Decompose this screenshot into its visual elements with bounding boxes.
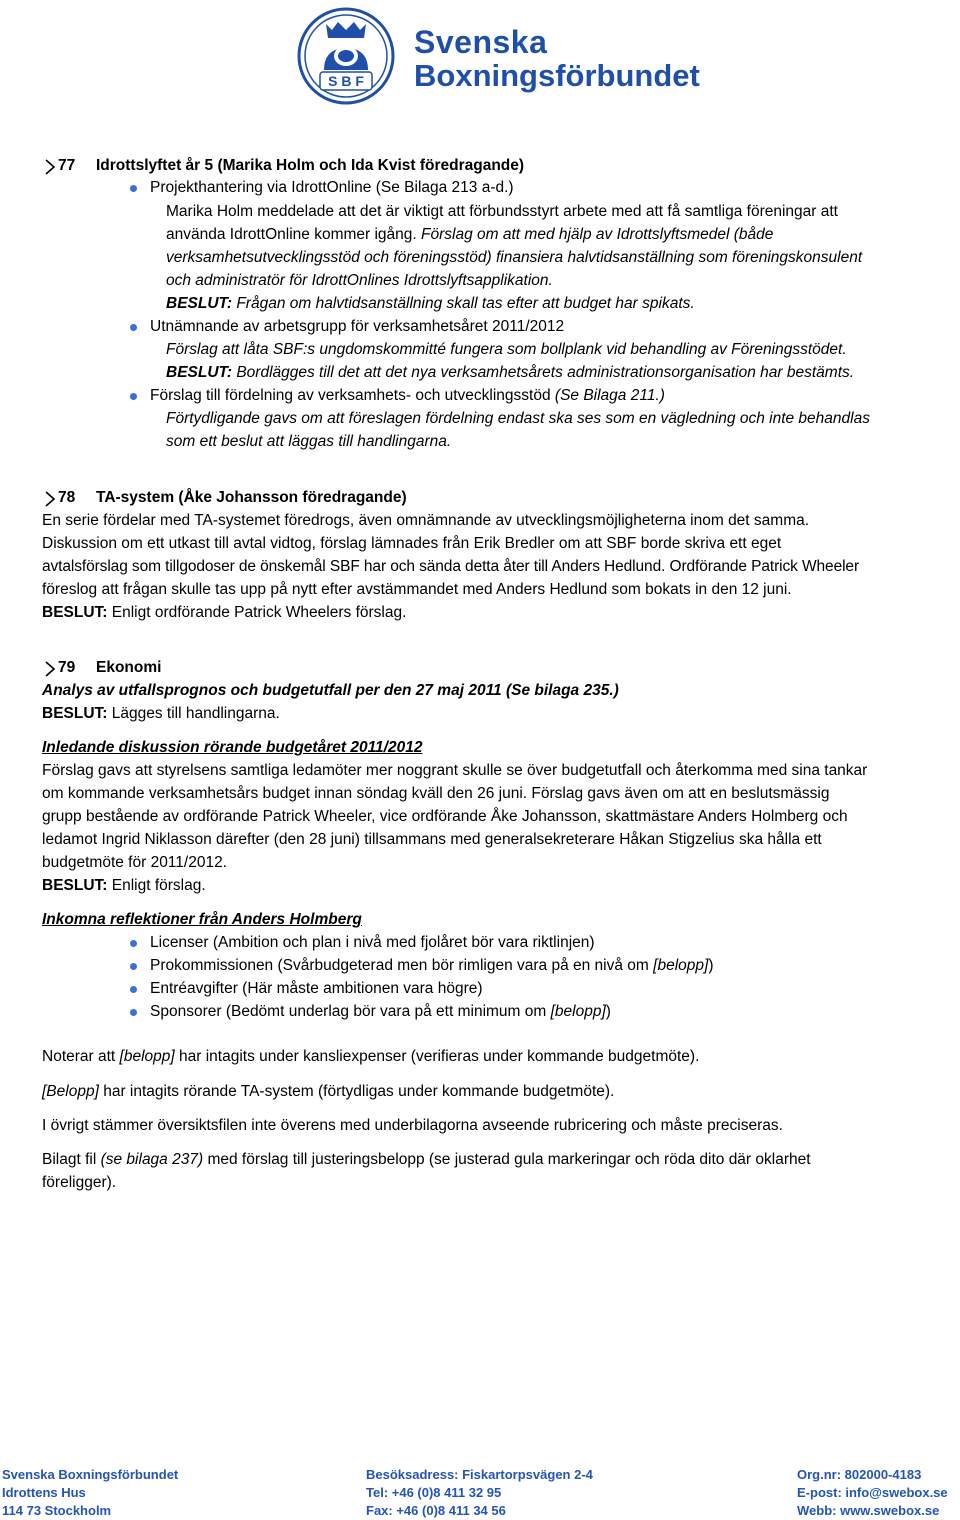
s79-inled-beslut: BESLUT: Enligt förslag. xyxy=(42,877,206,894)
s78-line-2: Diskussion om ett utkast till avtal vidtog, förslag lämnades från Erik Bredler om att SBF borde skriva ett eget xyxy=(42,535,782,552)
bullet-icon xyxy=(130,940,137,947)
emblem-letters: S B F xyxy=(328,73,364,89)
s79-inled-line-5: budgetmöte för 2011/2012. xyxy=(42,854,227,871)
footer-col-2 xyxy=(366,1466,593,1520)
s77-item-1: Projekthantering via IdrottOnline (Se Bilaga 213 a-d.) xyxy=(150,179,514,196)
footer-website[interactable]: Webb: www.swebox.se xyxy=(797,1503,940,1518)
s77-item-1-line2: Marika Holm meddelade att det är viktigt att förbundsstyrt arbete med att få samtliga föreningar att xyxy=(166,203,838,220)
s77-item-1-line5: och administratör för IdrottOnlines Idrottslyftsapplikation. xyxy=(166,272,553,289)
s79-analys-beslut: BESLUT: Lägges till handlingarna. xyxy=(42,705,280,722)
s77-item-3-line2: Förtydligande gavs om att föreslagen fördelning endast ska ses som en vägledning och inte behandlas xyxy=(166,410,870,427)
section-marker-icon xyxy=(44,158,56,176)
refl-item-4: Sponsorer (Bedömt underlag bör vara på ett minimum om [belopp]) xyxy=(150,1003,611,1020)
footer-visit-address: Besöksadress: Fiskartorpsvägen 2-4 xyxy=(366,1467,593,1482)
refl-item-1: Licenser (Ambition och plan i nivå med fjolåret bör vara riktlinjen) xyxy=(150,934,595,951)
footer-phone: Tel: +46 (0)8 411 32 95 xyxy=(366,1485,502,1500)
logo-line-1: Svenska xyxy=(414,24,548,60)
bullet-icon xyxy=(130,986,137,993)
s77-item-2-beslut: BESLUT: Bordlägges till det att det nya verksamhetsårets administrationsorganisation har bestämts. xyxy=(166,364,855,381)
header-logo xyxy=(296,4,700,108)
bullet-icon xyxy=(130,393,137,400)
s77-item-3: Förslag till fördelning av verksamhets- och utvecklingsstöd (Se Bilaga 211.) xyxy=(150,387,665,404)
s79-para-4-line2: föreligger). xyxy=(42,1174,117,1191)
s79-para-1: Noterar att [belopp] har intagits under kansliexpenser (verifieras under kommande budgetmöte). xyxy=(42,1048,700,1065)
s77-item-1-line4: verksamhetsutvecklingsstöd och föreningsstöd) finansiera halvtidsanställning som föreningskonsulent xyxy=(166,249,863,266)
section-79-number: 79 xyxy=(58,659,76,676)
s79-para-3: I övrigt stämmer översiktsfilen inte överens med underbilagorna avseende rubricering och måste preciseras. xyxy=(42,1117,783,1134)
footer-org-nr: Org.nr: 802000-4183 xyxy=(797,1467,922,1482)
s79-para-2: [Belopp] har intagits rörande TA-system (förtydligas under kommande budgetmöte). xyxy=(42,1083,615,1100)
footer-fax: Fax: +46 (0)8 411 34 56 xyxy=(366,1503,506,1518)
bullet-icon xyxy=(130,1009,137,1016)
s79-para-4: Bilagt fil (se bilaga 237) med förslag till justeringsbelopp (se justerad gula markeringar och röda dito där oklarhet xyxy=(42,1151,811,1168)
s77-item-2: Utnämnande av arbetsgrupp för verksamhetsåret 2011/2012 xyxy=(150,318,565,335)
footer-col-1 xyxy=(2,1466,178,1520)
s77-item-3-line3: som ett beslut att läggas till handlingarna. xyxy=(166,433,452,450)
s79-inled-line-2: om kommande verksamhetsårs budget innan söndag kväll den 26 juni. Förslag gavs även om att en beslutsmässig xyxy=(42,785,830,802)
refl-item-2: Prokommissionen (Svårbudgeterad men bör rimligen vara på en nivå om [belopp]) xyxy=(150,957,714,974)
bullet-icon xyxy=(130,324,137,331)
footer-org-name: Svenska Boxningsförbundet xyxy=(2,1467,179,1482)
section-79-title: Ekonomi xyxy=(96,659,162,676)
section-77-title: Idrottslyftet år 5 (Marika Holm och Ida Kvist föredragande) xyxy=(96,157,525,174)
s79-inled-line-4: ledamot Ingrid Niklasson därefter (den 28 juni) tillsammans med generalsekreterare Håkan Stigzelius ska hålla ett xyxy=(42,831,822,848)
footer-building: Idrottens Hus xyxy=(2,1485,86,1500)
section-marker-icon xyxy=(44,490,56,508)
s79-analys-heading: Analys av utfallsprognos och budgetutfall per den 27 maj 2011 (Se bilaga 235.) xyxy=(42,682,619,699)
s77-item-1-line3: använda IdrottOnline kommer igång. Förslag om att med hjälp av Idrottslyftsmedel (både xyxy=(166,226,774,243)
s78-line-3: avtalsförslag som tillgodoser de önskemål SBF har och sända detta åter till Anders Hedlund. Ordförande Patrick Wheeler xyxy=(42,558,860,575)
s78-line-4: föreslog att frågan skulle tas upp på nytt efter avstämmandet med Anders Hedlund som bokats in den 12 juni. xyxy=(42,581,792,598)
footer-col-3 xyxy=(797,1466,948,1520)
s78-line-1: En serie fördelar med TA-systemet föredrogs, även omnämnande av utvecklingsmöjligheterna inom det samma. xyxy=(42,512,810,529)
sbf-emblem-icon xyxy=(296,4,396,108)
s79-inled-line-1: Förslag gavs att styrelsens samtliga ledamöter mer noggrant skulle se över budgetutfall och återkomma med sina tankar xyxy=(42,762,868,779)
section-marker-icon xyxy=(44,660,56,678)
bullet-icon xyxy=(130,963,137,970)
section-78-title: TA-system (Åke Johansson föredragande) xyxy=(96,489,407,506)
footer-postal: 114 73 Stockholm xyxy=(2,1503,112,1518)
s78-beslut: BESLUT: Enligt ordförande Patrick Wheelers förslag. xyxy=(42,604,407,621)
bullet-icon xyxy=(130,185,137,192)
s79-inled-line-3: grupp bestående av ordförande Patrick Wheeler, vice ordförande Åke Johansson, skattmästare Anders Holmberg och xyxy=(42,808,848,825)
section-77-number: 77 xyxy=(58,157,76,174)
section-78-number: 78 xyxy=(58,489,76,506)
s79-inled-heading: Inledande diskussion rörande budgetåret 2011/2012 xyxy=(42,739,423,756)
s79-refl-heading: Inkomna reflektioner från Anders Holmberg xyxy=(42,911,362,928)
logo-line-2: Boxningsförbundet xyxy=(414,58,700,93)
s77-item-2-line2: Förslag att låta SBF:s ungdomskommitté fungera som bollplank vid behandling av Föreningsstödet. xyxy=(166,341,847,358)
refl-item-3: Entréavgifter (Här måste ambitionen vara högre) xyxy=(150,980,483,997)
s77-item-1-beslut: BESLUT: Frågan om halvtidsanställning skall tas efter att budget har spikats. xyxy=(166,295,695,312)
footer-email[interactable]: E-post: info@swebox.se xyxy=(797,1485,948,1500)
